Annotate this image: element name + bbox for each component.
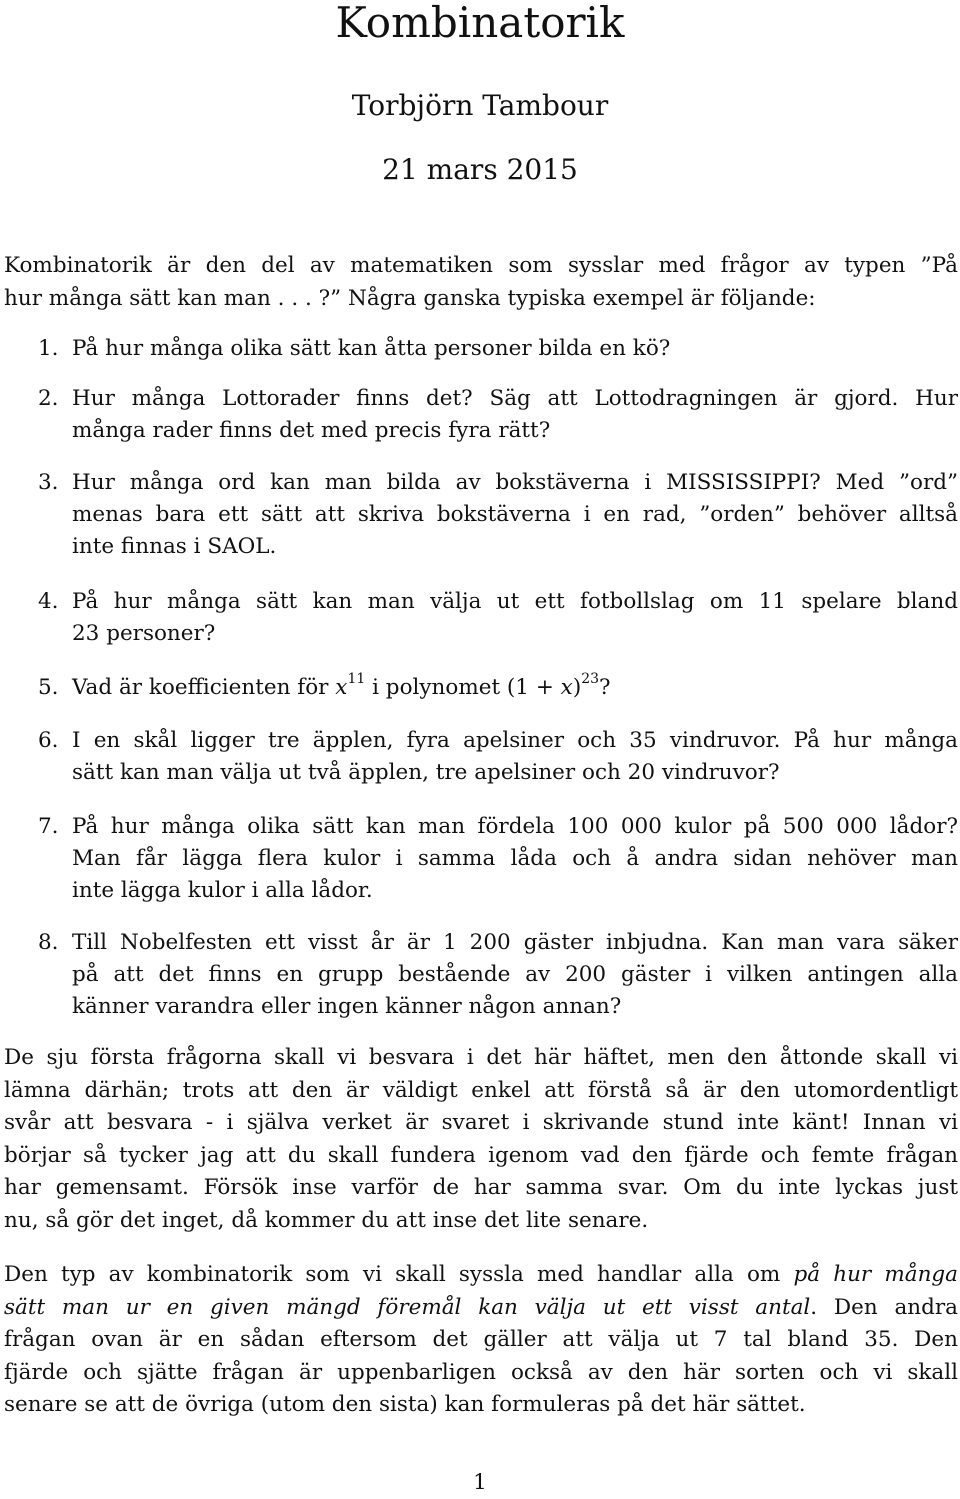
text-line: lämna därhän; trots att den är väldigt enkel att förstå så är den utomordentligt bbox=[4, 1077, 958, 1103]
text-segment: Den typ av kombinatorik som vi skall syssla med handlar alla om bbox=[4, 1262, 794, 1287]
text-segment: ? bbox=[599, 675, 611, 700]
page-number: 1 bbox=[473, 1470, 487, 1495]
text-line: har gemensamt. Försök inse varför de har samma svar. Om du inte lyckas just bbox=[4, 1175, 958, 1200]
question-number: 7. bbox=[38, 814, 59, 839]
text-line: På hur många olika sätt kan åtta personer bilda en kö? bbox=[72, 336, 671, 361]
text-line: Till Nobelfesten ett visst år är 1 200 gäster inbjudna. Kan man vara säker bbox=[72, 930, 958, 955]
text-segment: i polynomet (1 + bbox=[365, 675, 561, 700]
text-line: på att det finns en grupp bestående av 200 gäster i vilken antingen alla bbox=[72, 962, 958, 987]
text-line: nu, så gör det inget, då kommer du att inse det lite senare. bbox=[4, 1207, 649, 1233]
text-line: inte finnas i SAOL. bbox=[72, 534, 277, 559]
question-number: 5. bbox=[38, 675, 59, 700]
text-segment: . Den andra bbox=[810, 1294, 958, 1320]
text-segment: Vad är koefficienten för bbox=[72, 675, 336, 700]
text-line: svår att besvara - i själva verket är svaret i skrivande stund inte känt! Innan vi bbox=[4, 1110, 958, 1135]
exponent: 23 bbox=[581, 670, 600, 687]
document-title: Kombinatorik bbox=[335, 0, 625, 47]
author: Torbjörn Tambour bbox=[351, 89, 609, 122]
body-paragraph bbox=[4, 1259, 958, 1422]
text-line: senare se att de övriga (utom den sista) kan formuleras på det här sättet. bbox=[4, 1392, 806, 1417]
question-number: 2. bbox=[38, 386, 59, 411]
emphasis-text: på hur många bbox=[793, 1262, 958, 1287]
text-line: fjärde och sjätte frågan är uppenbarligen också av den här sorten och vi skall bbox=[4, 1359, 958, 1385]
text-line: De sju första frågorna skall vi besvara i det här häftet, men den åttonde skall vi bbox=[4, 1045, 958, 1070]
math-line bbox=[72, 672, 958, 704]
text-line: sätt kan man välja ut två äpplen, tre apelsiner och 20 vindruvor? bbox=[72, 760, 780, 785]
text-line: Man får lägga flera kulor i samma låda och å andra sidan nehöver man bbox=[72, 846, 958, 871]
text-line: inte lägga kulor i alla lådor. bbox=[72, 878, 373, 903]
text-segment: ) bbox=[572, 675, 582, 700]
math-variable: x bbox=[335, 675, 348, 700]
text-line: Hur många ord kan man bilda av bokstäverna i MISSISSIPPI? Med ”ord” bbox=[72, 470, 958, 495]
text-line: hur många sätt kan man . . . ?” Några ganska typiska exempel är följande: bbox=[4, 285, 816, 311]
text-line: På hur många sätt kan man välja ut ett fotbollslag om 11 spelare bland bbox=[72, 589, 958, 614]
question-number: 3. bbox=[38, 470, 59, 495]
text-line: 23 personer? bbox=[72, 621, 216, 646]
question-number: 6. bbox=[38, 728, 59, 753]
date: 21 mars 2015 bbox=[382, 153, 578, 186]
text-line: I en skål ligger tre äpplen, fyra apelsiner och 35 vindruvor. På hur många bbox=[72, 728, 958, 753]
question-number: 4. bbox=[38, 589, 59, 614]
text-line: Kombinatorik är den del av matematiken som sysslar med frågor av typen ”På bbox=[4, 253, 958, 278]
body-paragraph bbox=[4, 1042, 958, 1237]
text-line: många rader finns det med precis fyra rätt? bbox=[72, 418, 551, 443]
text-line: känner varandra eller ingen känner någon annan? bbox=[72, 994, 622, 1019]
question-number: 1. bbox=[38, 336, 59, 361]
text-line bbox=[4, 1292, 958, 1325]
text-line bbox=[4, 1259, 958, 1292]
text-line: Hur många Lottorader finns det? Säg att Lottodragningen är gjord. Hur bbox=[72, 386, 958, 411]
intro-paragraph bbox=[4, 250, 958, 315]
text-line: menas bara ett sätt att skriva bokstäverna i en rad, ”orden” behöver alltså bbox=[72, 502, 958, 527]
text-line: frågan ovan är en sådan eftersom det gäller att välja ut 7 tal bland 35. Den bbox=[4, 1327, 958, 1352]
text-line: börjar så tycker jag att du skall fundera igenom vad den fjärde och femte frågan bbox=[4, 1142, 958, 1168]
math-variable: x bbox=[560, 675, 573, 700]
emphasis-text: sätt man ur en given mängd föremål kan välja ut ett visst antal bbox=[4, 1294, 811, 1320]
exponent: 11 bbox=[347, 670, 366, 687]
text-line: På hur många olika sätt kan man fördela 100 000 kulor på 500 000 lådor? bbox=[72, 814, 958, 839]
question-number: 8. bbox=[38, 930, 59, 955]
